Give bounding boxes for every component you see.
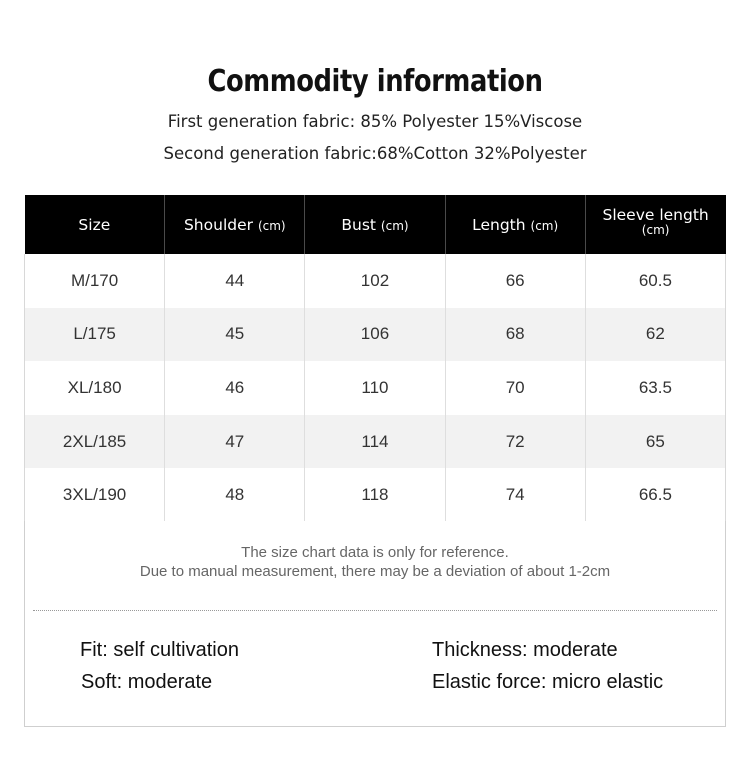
deviation-note: Due to manual measurement, there may be a deviation of about 1-2cm <box>139 563 611 580</box>
table-row <box>25 308 726 362</box>
table-cell-bust: 110 <box>305 361 445 415</box>
column-header-bust <box>305 195 445 254</box>
table-cell-length: 74 <box>445 468 585 522</box>
table-cell-bust: 106 <box>305 308 445 362</box>
table-cell-shoulder: 47 <box>165 415 305 469</box>
table-cell-sleeve-length: 60.5 <box>585 254 725 308</box>
product-info-box <box>24 521 726 727</box>
table-cell-shoulder: 45 <box>165 308 305 362</box>
table-cell-size: L/175 <box>25 308 165 362</box>
table-cell-shoulder: 46 <box>165 361 305 415</box>
column-header-unit: (cm) <box>257 218 286 233</box>
table-cell-bust: 118 <box>305 468 445 522</box>
fabric-first-generation: First generation fabric: 85% Polyester 15%Viscose <box>167 112 583 131</box>
table-cell-sleeve-length: 66.5 <box>585 468 725 522</box>
table-header-row <box>25 195 726 254</box>
table-row <box>25 361 726 415</box>
column-header-label: Bust <box>341 215 376 234</box>
table-cell-size: 2XL/185 <box>25 415 165 469</box>
table-cell-length: 66 <box>445 254 585 308</box>
fabric-second-generation: Second generation fabric:68%Cotton 32%Polyester <box>163 144 587 163</box>
reference-note: The size chart data is only for reference. <box>241 544 509 561</box>
fit-attribute: Fit: self cultivation <box>80 639 239 661</box>
table-row <box>25 415 726 469</box>
table-cell-length: 72 <box>445 415 585 469</box>
column-header-label: Length <box>472 215 526 234</box>
column-header-length <box>445 195 585 254</box>
column-header-shoulder <box>165 195 305 254</box>
column-header-sleeve-length <box>585 195 725 254</box>
page-title: Commodity information <box>207 64 543 99</box>
column-header-label: Size <box>78 215 111 234</box>
column-header-label: Sleeve length <box>602 206 709 224</box>
table-cell-size: 3XL/190 <box>25 468 165 522</box>
column-header-unit: (cm) <box>380 218 409 233</box>
dotted-divider <box>33 610 717 611</box>
thickness-attribute: Thickness: moderate <box>432 639 618 661</box>
table-cell-size: M/170 <box>25 254 165 308</box>
soft-attribute: Soft: moderate <box>81 671 213 693</box>
table-cell-bust: 114 <box>305 415 445 469</box>
table-cell-size: XL/180 <box>25 361 165 415</box>
elastic-attribute: Elastic force: micro elastic <box>432 671 664 693</box>
column-header-label: Shoulder <box>183 215 253 234</box>
table-cell-shoulder: 44 <box>165 254 305 308</box>
table-cell-shoulder: 48 <box>165 468 305 522</box>
column-header-unit: (cm) <box>641 223 670 237</box>
table-row <box>25 254 726 308</box>
table-cell-length: 70 <box>445 361 585 415</box>
table-cell-sleeve-length: 63.5 <box>585 361 725 415</box>
table-cell-length: 68 <box>445 308 585 362</box>
size-chart-table <box>24 195 726 522</box>
table-cell-sleeve-length: 65 <box>585 415 725 469</box>
column-header-unit: (cm) <box>530 218 559 233</box>
column-header-size <box>25 195 165 254</box>
table-cell-bust: 102 <box>305 254 445 308</box>
table-row <box>25 468 726 522</box>
table-cell-sleeve-length: 62 <box>585 308 725 362</box>
